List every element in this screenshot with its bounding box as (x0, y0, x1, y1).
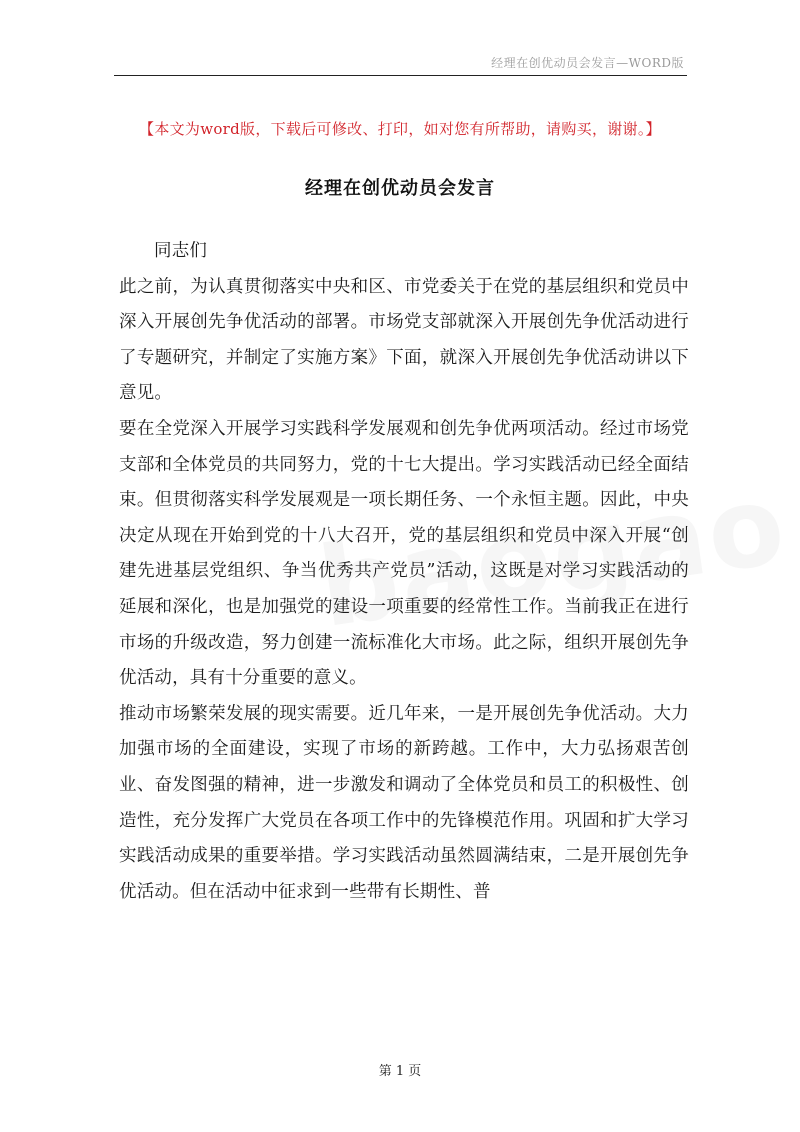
page-number: 第 1 页 (378, 1064, 422, 1079)
purchase-notice: 【本文为word版，下载后可修改、打印，如对您有所帮助，请购买，谢谢。】 (139, 120, 661, 138)
paragraph-2: 要在全党深入开展学习实践科学发展观和创先争优两项活动。经过市场党支部和全体党员的共同努力，党的十七大提出。学习实践活动已经全面结束。但贯彻落实科学发展观是一项长期任务、一个永恒主题。因此，中央决定从现在开始到党的十八大召开，党的基层组织和党员中深入开展“创建先进基层党组织、争当优秀共产党员”活动，这既是对学习实践活动的延展和深化，也是加强党的建设一项重要的经常性工作。当前我正在进行市场的升级改造，努力创建一流标准化大市场。此之际，组织开展创先争优活动，具有十分重要的意义。 (119, 418, 689, 689)
document-title: 经理在创优动员会发言 (305, 178, 495, 199)
document-body (119, 234, 689, 910)
running-header: 经理在创优动员会发言—WORD版 (491, 56, 684, 70)
paragraph-3: 推动市场繁荣发展的现实需要。近几年来，一是开展创先争优活动。大力加强市场的全面建设，实现了市场的新跨越。工作中，大力弘扬艰苦创业、奋发图强的精神，进一步激发和调动了全体党员和员工的积极性、创造性，充分发挥广大党员在各项工作中的先锋模范作用。巩固和扩大学习实践活动成果的重要举措。学习实践活动虽然圆满结束，二是开展创先争优活动。但在活动中征求到一些带有长期性、普 (119, 703, 689, 902)
header-rule (114, 75, 687, 76)
paragraph-1: 此之前，为认真贯彻落实中央和区、市党委关于在党的基层组织和党员中深入开展创先争优活动的部署。市场党支部就深入开展创先争优活动进行了专题研究，并制定了实施方案》下面，就深入开展创先争优活动讲以下意见。 (119, 276, 689, 404)
salutation: 同志们 (154, 241, 208, 261)
